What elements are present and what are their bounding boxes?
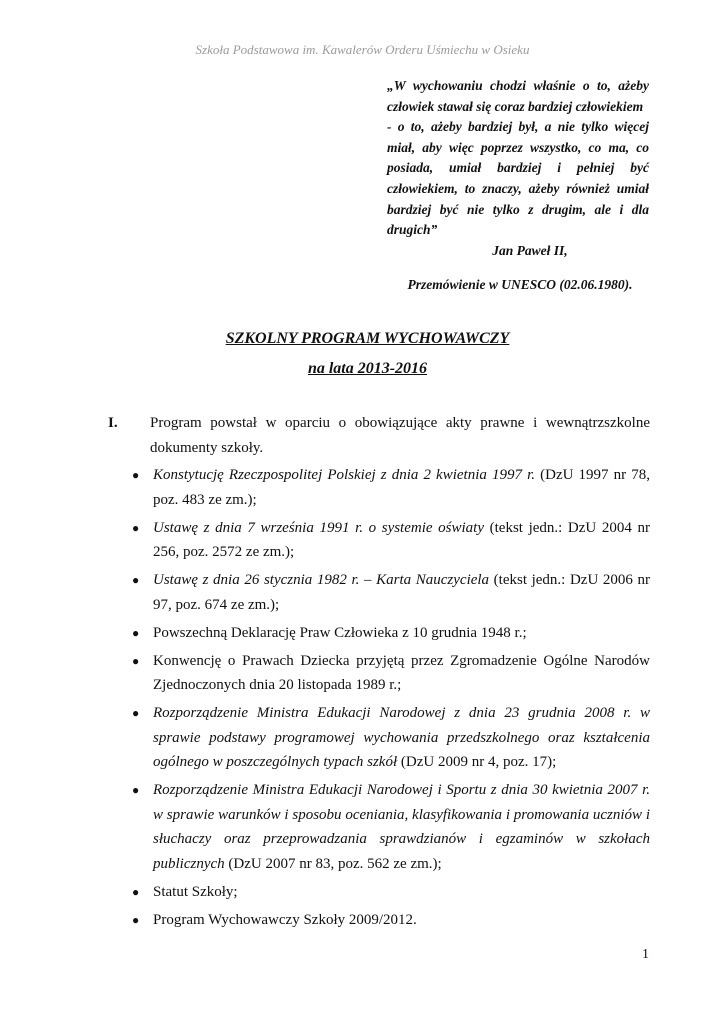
list-item: [108, 908, 650, 933]
item-italic-text: Rozporządzenie Ministra Edukacji Narodowej z dnia 23 grudnia 2008 r. w sprawie podstawy programowej wychowania przedszkolnego oraz kształcenia ogólnego w poszczególnych typach szkół: [153, 705, 650, 770]
bullet-icon: ●: [132, 625, 140, 640]
item-text: (tekst jedn.: DzU 2004 nr 256, poz. 2572 ze zm.);: [153, 519, 650, 560]
list-item: [108, 621, 650, 646]
section-heading: [108, 411, 650, 460]
bullet-icon: ●: [132, 468, 140, 482]
list-item: [108, 701, 650, 775]
bullet-icon: ●: [132, 706, 140, 720]
list-item: [108, 463, 650, 512]
list-item: [108, 880, 650, 905]
list-item: [108, 649, 650, 698]
bullet-icon: ●: [132, 912, 140, 927]
item-text: Powszechną Deklarację Praw Człowieka z 10 grudnia 1948 r.;: [153, 624, 527, 641]
item-italic-text: Rozporządzenie Ministra Edukacji Narodowej i Sportu z dnia 30 kwietnia 2007 r. w sprawie warunków i sposobu oceniania, klasyfikowania i promowania uczniów i słuchaczy oraz przeprowadzania sprawdzianów i egzaminów w szkołach publicznych: [153, 782, 650, 872]
item-text: (DzU 1997 nr 78, poz. 483 ze zm.);: [153, 467, 650, 508]
section-legal-basis: [108, 411, 650, 936]
list-item: [108, 516, 650, 565]
document-subtitle-years: na lata 2013-2016: [307, 360, 428, 377]
bullet-icon: ●: [132, 653, 140, 668]
section-intro: Program powstał w oparciu o obowiązujące akty prawne i wewnątrzszkolne dokumenty szkoły.: [150, 415, 650, 456]
bullet-icon: ●: [132, 783, 140, 797]
page-number: 1: [642, 947, 649, 962]
item-text: Konwencję o Prawach Dziecka przyjętą przez Zgromadzenie Ogólne Narodów Zjednoczonych dnia 20 listopada 1989 r.;: [153, 652, 650, 693]
item-text: (DzU 2009 nr 4, poz. 17);: [397, 754, 557, 770]
item-italic-text: Ustawę z dnia 7 września 1991 r. o systemie oświaty: [153, 519, 484, 536]
bullet-icon: ●: [132, 520, 140, 535]
page-header-school-name: Szkoła Podstawowa im. Kawalerów Orderu Uśmiechu w Osieku: [195, 42, 530, 57]
item-text: (tekst jedn.: DzU 2006 nr 97, poz. 674 ze zm.);: [153, 572, 650, 613]
item-italic-text: Konstytucję Rzeczpospolitej Polskiej z dnia 2 kwietnia 1997 r.: [153, 467, 536, 483]
quote-author: Jan Paweł II,: [492, 242, 568, 258]
list-item: [108, 778, 650, 876]
quote-text-part1: „W wychowaniu chodzi właśnie o to, ażeby człowiek stawał się coraz bardziej człowiekiem: [387, 78, 649, 114]
item-text: Program Wychowawczy Szkoły 2009/2012.: [153, 911, 417, 928]
list-item: [108, 568, 650, 617]
item-text: Statut Szkoły;: [153, 883, 238, 900]
bullet-icon: ●: [132, 573, 140, 587]
item-text: (DzU 2007 nr 83, poz. 562 ze zm.);: [224, 855, 442, 872]
section-number: I.: [108, 415, 118, 431]
item-italic-text: Ustawę z dnia 26 stycznia 1982 r. – Karta Nauczyciela: [153, 572, 490, 588]
epigraph-quote: [387, 76, 649, 261]
bullet-icon: ●: [132, 884, 140, 899]
document-title: SZKOLNY PROGRAM WYCHOWAWCZY: [225, 330, 510, 347]
quote-text-part2: - o to, ażeby bardziej był, a nie tylko więcej miał, aby więc poprzez wszystko, co ma, co posiada, umiał bardziej i pełniej być człowiekiem, to znaczy, ażeby również umiał bardziej być nie tylko z drugim, ale i dla drugich”: [387, 119, 649, 238]
quote-source: Przemówienie w UNESCO (02.06.1980).: [407, 277, 633, 292]
legal-acts-list: [108, 463, 650, 932]
